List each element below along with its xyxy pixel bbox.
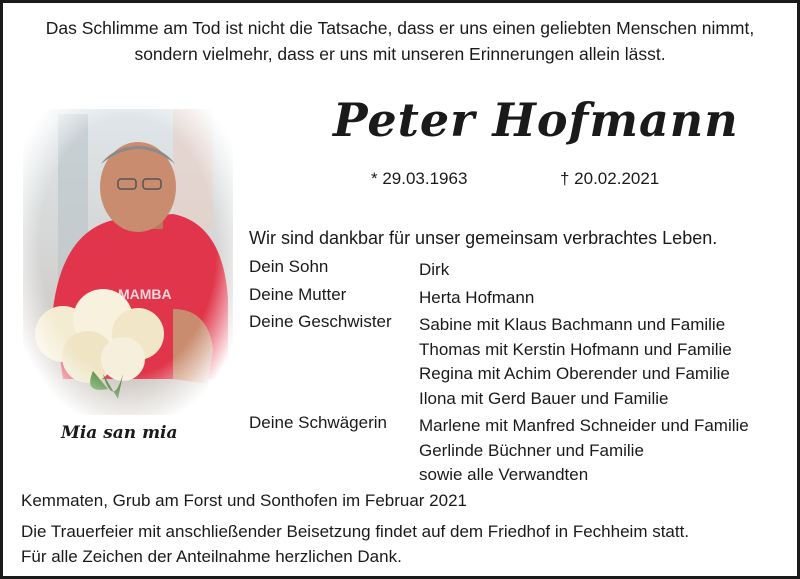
mourner-name: Gerlinde Büchner und Familie <box>419 440 644 460</box>
funeral-line-1: Die Trauerfeier mit anschließender Beisetzung findet auf dem Friedhof in Fechheim statt. <box>21 522 690 541</box>
portrait-photo <box>23 109 233 415</box>
mourner-group <box>249 255 794 283</box>
photo-caption: Mia san mia <box>61 423 178 443</box>
mourner-names <box>419 283 534 311</box>
quote-line-2: sondern vielmehr, dass er uns mit unseren Erinnerungen allein lässt. <box>134 44 666 64</box>
funeral-line-2: Für alle Zeichen der Anteilnahme herzlichen Dank. <box>21 547 402 566</box>
mourner-name: Thomas mit Kerstin Hofmann und Familie <box>419 339 732 359</box>
funeral-info <box>21 519 689 569</box>
mourner-group <box>249 310 794 411</box>
mourner-role: Deine Geschwister <box>249 312 392 331</box>
mourner-name: Herta Hofmann <box>419 287 535 307</box>
mourner-group <box>249 283 794 311</box>
birth-date: * 29.03.1963 <box>371 169 468 188</box>
thanks-line: Wir sind dankbar für unser gemeinsam verbrachtes Leben. <box>249 228 718 248</box>
mourner-role: Dein Sohn <box>249 257 329 276</box>
mourner-group <box>249 411 794 488</box>
mourner-name: Ilona mit Gerd Bauer und Familie <box>419 388 669 408</box>
mourner-name: Regina mit Achim Oberender und Familie <box>419 364 730 383</box>
place-date-line: Kemmaten, Grub am Forst und Sonthofen im Februar 2021 <box>21 491 468 510</box>
mourners-list <box>249 255 794 488</box>
memorial-quote <box>3 15 797 67</box>
mourner-name: Sabine mit Klaus Bachmann und Familie <box>419 315 726 334</box>
mourner-names <box>419 255 449 283</box>
quote-line-1: Das Schlimme am Tod ist nicht die Tatsache, dass er uns einen geliebten Menschen nimmt, <box>45 18 755 38</box>
portrait-illustration <box>23 109 233 415</box>
mourner-name: Marlene mit Manfred Schneider und Familie <box>419 416 749 435</box>
mourner-name: sowie alle Verwandten <box>419 465 589 484</box>
mourner-names <box>419 310 732 411</box>
mourner-role: Deine Schwägerin <box>249 413 387 432</box>
death-date: † 20.02.2021 <box>560 169 660 188</box>
mourner-role: Deine Mutter <box>249 284 347 304</box>
mourner-names <box>419 411 749 488</box>
deceased-name: Peter Hofmann <box>333 93 739 147</box>
mourner-name: Dirk <box>419 260 450 279</box>
